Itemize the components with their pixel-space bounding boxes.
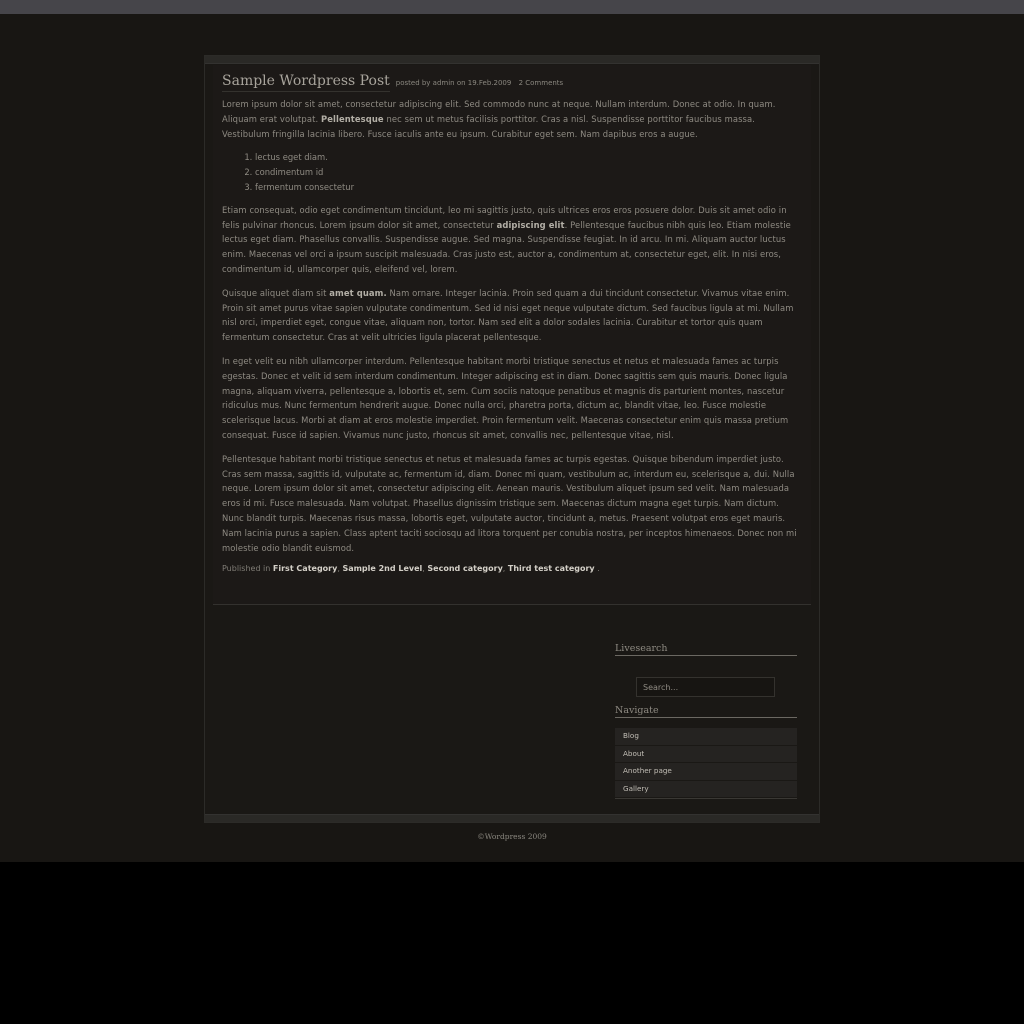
wrapper-top-band <box>205 56 819 64</box>
search-input[interactable] <box>636 677 775 697</box>
post-byline: posted by admin on 19.Feb.2009 <box>395 79 512 87</box>
post-categories <box>222 564 802 573</box>
separator: , <box>422 564 425 574</box>
text: Nam ornare. Integer lacinia. Proin sed quam a dui tincidunt consectetur. Vivamus vitae enim. Proin sit amet purus vitae sapien vulputate condimentum. Sed id nisi eget neque vulputate dictum. Sed faucibus ligula at mi. Nullam nisl orci, imperdiet eget, congue vitae, aliquam non, tortor. Nam sed elit a dolor sodales lacinia. Curabitur et tortor quis quam fermentum consectetur. Cras at velit ultricies ligula placerat pellentesque. <box>222 287 794 343</box>
content-wrapper <box>204 55 820 823</box>
nav-item-gallery[interactable] <box>615 781 797 799</box>
post-header <box>222 73 802 97</box>
category-link-second[interactable]: Second category <box>427 564 503 574</box>
category-link-sample-2nd-level[interactable]: Sample 2nd Level <box>342 564 423 574</box>
post-paragraph-3 <box>222 286 802 345</box>
list-item: 2. condimentum id <box>255 165 802 180</box>
separator: , <box>337 564 340 574</box>
nav-link[interactable]: About <box>623 748 645 758</box>
list-item: 3. fermentum consectetur <box>255 180 802 195</box>
browser-top-bar <box>0 0 1024 14</box>
post-title-link[interactable]: Sample Wordpress Post <box>222 73 390 92</box>
post-paragraph-1 <box>222 97 802 141</box>
list-item: 1. lectus eget diam. <box>255 150 802 165</box>
text: Quisque aliquet diam sit <box>222 287 330 298</box>
post-paragraph-4: In eget velit eu nibh ullamcorper interdum. Pellentesque habitant morbi tristique senectus et netus et malesuada fames ac turpis egestas. Donec et velit id sem interdum condimentum. Integer adipiscing est in diam. Donec sagittis sem quis mauris. Donec ligula magna, aliquam viverra, pellentesque a, lobortis et, sem. Cum sociis natoque penatibus et magnis dis parturient montes, nascetur ridiculus mus. Nunc fermentum hendrerit augue. Donec nulla orci, pharetra porta, dictum ac, blandit vitae, leo. Fusce molestie scelerisque lacus. Morbi at diam at eros molestie imperdiet. Proin fermentum velit. Maecenas consectetur enim quis massa pretium consequat. Fusce id sapien. Vivamus nunc justo, rhoncus sit amet, convallis nec, pellentesque vitae, nisl. <box>222 355 789 440</box>
nav-item-blog[interactable] <box>615 728 797 746</box>
category-link-first[interactable]: First Category <box>272 564 338 574</box>
text: nec sem ut metus facilisis porttitor. Cras a nisl. Suspendisse porttitor faucibus massa. Vestibulum fringilla lacinia libero. Fusce iaculis ante eu ipsum. Curabitur eget sem. Nam dapibus eros a augue. <box>222 113 756 139</box>
category-link-third-test[interactable]: Third test category <box>507 564 595 574</box>
post-meta <box>396 79 563 87</box>
text: Lorem ipsum dolor sit amet, consectetur adipiscing elit. Sed commodo nunc at neque. Nullam interdum. Donec at odio. In quam. Aliquam erat volutpat. <box>222 99 776 124</box>
post-ordered-list <box>222 150 802 194</box>
nav-link[interactable]: Gallery <box>623 783 649 793</box>
text: . Pellentesque faucibus nibh quis leo. Etiam molestie lectus eget diam. Phasellus convallis. Suspendisse augue. Sed magna. Suspendisse feugiat. In id arcu. In mi. Aliquam auctor luctus enim. Maecenas vel orci a ipsum suscipit malesuada. Cras justo est, auctor a, condimentum at, consectetur eget, elit. In nisi eros, condimentum id, ullamcorper quis, eleifend vel, lorem. <box>222 219 791 274</box>
post-paragraph-2 <box>222 203 802 277</box>
blog-post <box>213 65 811 605</box>
nav-item-about[interactable] <box>615 746 797 764</box>
navigate-list <box>615 728 797 799</box>
post-paragraph-5: Pellentesque habitant morbi tristique senectus et netus et malesuada fames ac turpis egestas. Quisque bibendum imperdiet justo. Cras sem massa, sagittis id, vulputate ac, fermentum id, diam. Donec mi quam, vestibulum ac, interdum eu, scelerisque a, dui. Nulla neque. Lorem ipsum dolor sit amet, consectetur adipiscing elit. Aenean mauris. Vestibulum aliquet ipsum sed velit. Nam malesuada eros id mi. Fusce malesuada. Nam volutpat. Phasellus dignissim tristique sem. Maecenas dictum magna eget turpis. Nam dictum. Nunc blandit turpis. Maecenas risus massa, lobortis eget, vulputate auctor, tincidunt a, metus. Praesent volutpat eros eget mauris. Nam lacinia purus a sapien. Class aptent taciti sociosqu ad litora torquent per conubia nostra, per inceptos himenaeos. Donec non mi molestie odio blandit euismod. <box>222 453 797 553</box>
bold-text: amet quam. <box>329 287 387 298</box>
footer-copyright: ©Wordpress 2009 <box>477 832 547 841</box>
comments-link[interactable]: 2 Comments <box>518 79 564 87</box>
period: . <box>597 564 600 574</box>
bold-text: adipiscing elit <box>496 219 565 230</box>
wrapper-bottom-band <box>205 814 819 822</box>
text: Etiam consequat, odio eget condimentum tincidunt, leo mi sagittis justo, quis ultrices eros eros posuere dolor. Duis sit amet odio in felis pulvinar rhoncus. Lorem ipsum dolor sit amet, consectetur <box>222 204 787 230</box>
livesearch-title: Livesearch <box>615 642 797 656</box>
bold-text: Pellentesque <box>321 113 384 124</box>
separator: , <box>502 564 506 574</box>
sidebar <box>615 642 797 799</box>
nav-link[interactable]: Another page <box>623 766 672 775</box>
published-label: Published in <box>222 564 271 574</box>
nav-link[interactable]: Blog <box>623 731 639 740</box>
navigate-title: Navigate <box>615 704 797 718</box>
nav-item-another-page[interactable] <box>615 763 797 781</box>
